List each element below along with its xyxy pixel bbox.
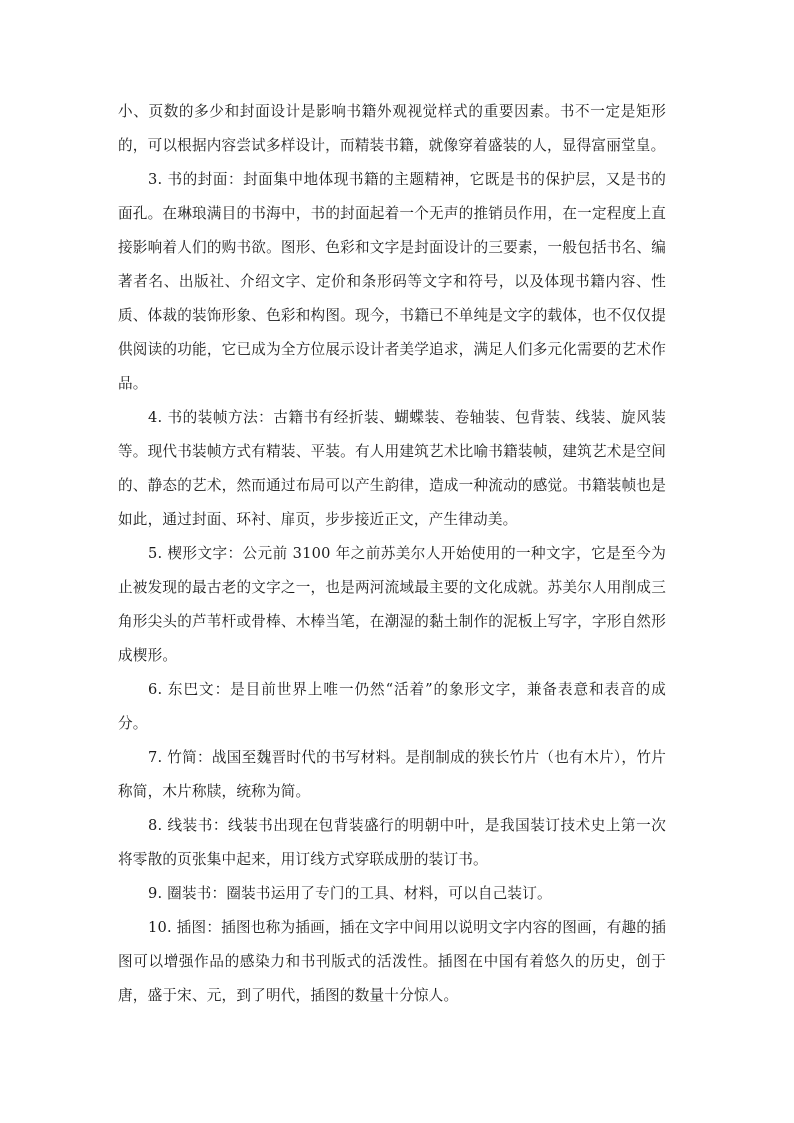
paragraph-thread-bound-book: 8. 线装书：线装书出现在包背装盛行的明朝中叶，是我国装订技术史上第一次将零散的页张集中起来，用订线方式穿联成册的装订书。 xyxy=(118,817,666,868)
paragraph-binding-methods: 4. 书的装帧方法：古籍书有经折装、蝴蝶装、卷轴装、包背装、线装、旋风装等。现代书装帧方式有精装、平装。有人用建筑艺术比喻书籍装帧，建筑艺术是空间的、静态的艺术，然而通过布局可以产生韵律，造成一种流动的感觉。书籍装帧也是如此，通过封面、环衬、扉页，步步接近正文，产生律动美。 xyxy=(118,409,666,528)
paragraph-book-cover: 3. 书的封面：封面集中地体现书籍的主题精神，它既是书的保护层，又是书的面孔。在琳琅满目的书海中，书的封面起着一个无声的推销员作用，在一定程度上直接影响着人们的购书欲。图形、色彩和文字是封面设计的三要素，一般包括书名、编著者名、出版社、介绍文字、定价和条形码等文字和符号，以及体现书籍内容、性质、体裁的装饰形象、色彩和构图。现今，书籍已不单纯是文字的载体，也不仅仅提供阅读的功能，它已成为全方位展示设计者美学追求，满足人们多元化需要的艺术作品。 xyxy=(118,171,666,392)
paragraph-bamboo-slips: 7. 竹简：战国至魏晋时代的书写材料。是削制成的狭长竹片（也有木片），竹片称简，木片称牍，统称为简。 xyxy=(118,749,666,800)
paragraph-dongba-script: 6. 东巴文：是目前世界上唯一仍然“活着”的象形文字，兼备表意和表音的成分。 xyxy=(118,681,666,732)
document-body xyxy=(118,95,666,1013)
paragraph-cuneiform: 5. 楔形文字：公元前 3100 年之前苏美尔人开始使用的一种文字，它是至今为止被发现的最古老的文字之一，也是两河流域最主要的文化成就。苏美尔人用削成三角形尖头的芦苇杆或骨棒、木棒当笔，在潮湿的黏土制作的泥板上写字，字形自然形成楔形。 xyxy=(118,545,666,664)
paragraph-illustration: 10. 插图：插图也称为插画，插在文字中间用以说明文字内容的图画，有趣的插图可以增强作品的感染力和书刊版式的活泼性。插图在中国有着悠久的历史，创于唐，盛于宋、元，到了明代，插图的数量十分惊人。 xyxy=(118,919,666,1004)
paragraph-ring-bound-book: 9. 圈装书：圈装书运用了专门的工具、材料，可以自己装订。 xyxy=(148,885,552,902)
paragraph-continuation: 小、页数的多少和封面设计是影响书籍外观视觉样式的重要因素。书不一定是矩形的，可以根据内容尝试多样设计，而精装书籍，就像穿着盛装的人，显得富丽堂皇。 xyxy=(118,103,666,154)
